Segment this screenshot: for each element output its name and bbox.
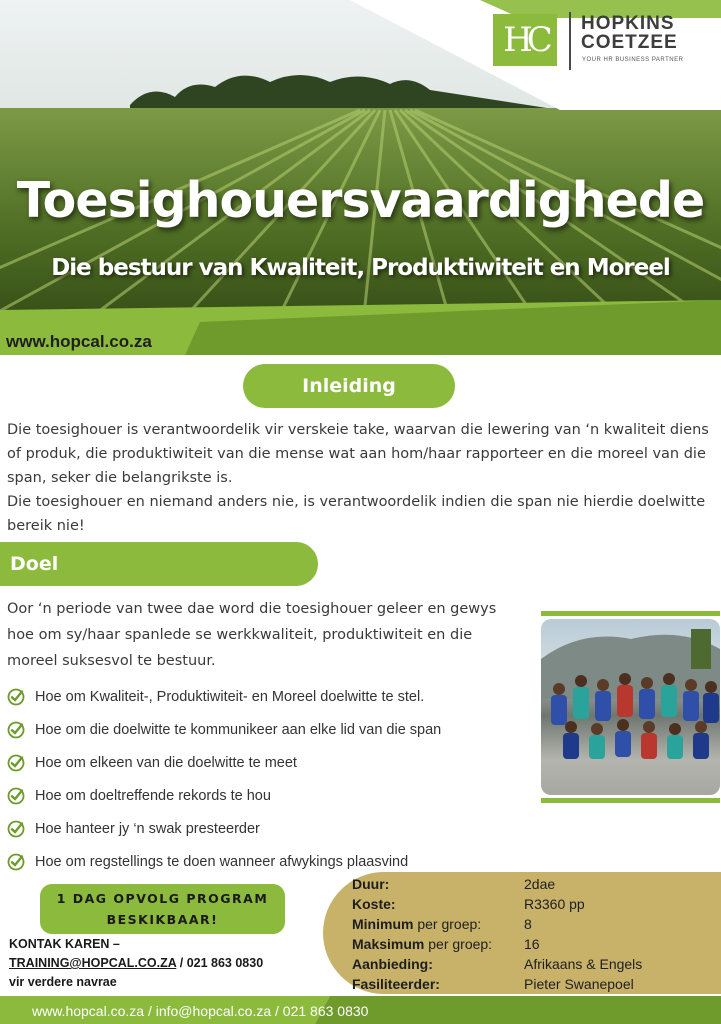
koste-label: Koste: bbox=[352, 896, 396, 912]
follow-up-line1: 1 DAG OPVOLG PROGRAM bbox=[56, 891, 269, 906]
list-item bbox=[7, 746, 441, 779]
list-item bbox=[7, 779, 441, 812]
doel-heading: Doel bbox=[0, 542, 318, 586]
check-circle-icon bbox=[7, 688, 25, 706]
inleiding-paragraph-1: Die toesighouer is verantwoordelik vir verskeie take, waarvan die lewering van ‘n kwaliteit diens of produk, die produktiwiteit van die mense wat aan hom/haar rapporteer en die moreel van die span, seker die belangrikste is. bbox=[7, 422, 709, 486]
minimum-value: 8 bbox=[524, 916, 532, 932]
checklist-item-text: Hoe om doeltreffende rekords te hou bbox=[35, 787, 271, 804]
logo-letters: HC bbox=[503, 20, 547, 60]
checklist-item-text: Hoe om die doelwitte te kommunikeer aan elke lid van die span bbox=[35, 721, 442, 738]
follow-up-badge bbox=[40, 884, 285, 934]
inleiding-text bbox=[7, 418, 719, 538]
logo-divider bbox=[569, 12, 571, 70]
check-circle-icon bbox=[7, 721, 25, 739]
checklist-item-text: Hoe om Kwaliteit-, Produktiwiteit- en Moreel doelwitte te stel. bbox=[35, 688, 425, 705]
duur-value: 2dae bbox=[524, 876, 556, 892]
contact-phone: / 021 863 0830 bbox=[176, 956, 264, 970]
doel-checklist bbox=[7, 680, 441, 878]
team-photo bbox=[541, 619, 720, 795]
koste-value: R3360 pp bbox=[524, 896, 585, 912]
contact-email-link[interactable]: TRAINING@HOPCAL.CO.ZA bbox=[9, 956, 177, 970]
aanbieding-value: Afrikaans & Engels bbox=[524, 956, 643, 972]
logo-mark bbox=[493, 14, 557, 66]
website-link[interactable]: www.hopcal.co.za bbox=[6, 332, 152, 351]
logo-tagline: YOUR HR BUSINESS PARTNER bbox=[582, 57, 684, 63]
duur-label: Duur: bbox=[352, 876, 390, 892]
footer-contact: www.hopcal.co.za / info@hopcal.co.za / 021 863 0830 bbox=[32, 1003, 369, 1019]
contact-line bbox=[9, 954, 263, 973]
list-item bbox=[7, 680, 441, 713]
check-circle-icon bbox=[7, 853, 25, 871]
check-circle-icon bbox=[7, 820, 25, 838]
maksimum-value: 16 bbox=[524, 936, 540, 952]
maksimum-label: Maksimum per groep: bbox=[352, 936, 493, 952]
fasiliteerder-label: Fasiliteerder: bbox=[352, 976, 440, 992]
logo-name-line2: COETZEE bbox=[581, 32, 678, 53]
list-item bbox=[7, 812, 441, 845]
check-circle-icon bbox=[7, 754, 25, 772]
page-title: Toesighouersvaardighede bbox=[16, 172, 705, 229]
photo-top-bar bbox=[541, 611, 720, 616]
contact-block bbox=[9, 935, 263, 992]
inleiding-heading: Inleiding bbox=[243, 364, 455, 408]
logo-name-line1: HOPKINS bbox=[581, 13, 675, 34]
checklist-item-text: Hoe hanteer jy ‘n swak presteerder bbox=[35, 820, 260, 837]
photo-bottom-bar bbox=[541, 798, 720, 803]
checklist-item-text: Hoe om elkeen van die doelwitte te meet bbox=[35, 754, 297, 771]
minimum-label: Minimum per groep: bbox=[352, 916, 482, 932]
checklist-item-text: Hoe om regstellings te doen wanneer afwykings plaasvind bbox=[35, 853, 409, 870]
logo-wordmark bbox=[581, 14, 678, 52]
fasiliteerder-value: Pieter Swanepoel bbox=[524, 976, 634, 992]
contact-heading: KONTAK KAREN – bbox=[9, 937, 120, 951]
page-subtitle: Die bestuur van Kwaliteit, Produktiwiteit en Moreel bbox=[51, 255, 670, 281]
check-circle-icon bbox=[7, 787, 25, 805]
contact-note: vir verdere navrae bbox=[9, 975, 117, 989]
follow-up-line2: BESKIKBAAR! bbox=[106, 912, 219, 927]
aanbieding-label: Aanbieding: bbox=[352, 956, 433, 972]
list-item bbox=[7, 713, 441, 746]
doel-text: Oor ‘n periode van twee dae word die toesighouer geleer en gewys hoe om sy/haar spanlede se werkkwaliteit, produktiwiteit en die moreel suksesvol te bestuur. bbox=[7, 601, 497, 669]
inleiding-paragraph-2: Die toesighouer en niemand anders nie, is verantwoordelik indien die span nie hierdie doelwitte bereik nie! bbox=[7, 494, 706, 534]
team-photo-frame bbox=[541, 611, 720, 803]
team-photo-illustration bbox=[541, 619, 720, 795]
